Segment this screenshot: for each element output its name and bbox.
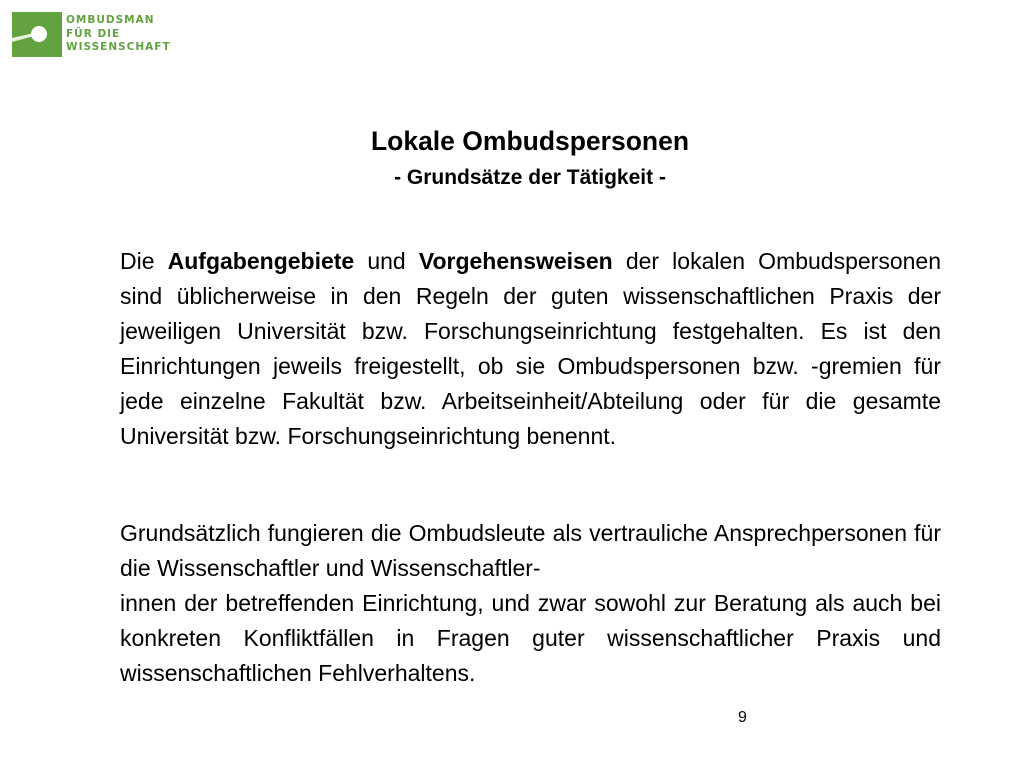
- slide-title: Lokale Ombudspersonen: [370, 126, 690, 156]
- paragraph-tasks-rest: der lokalen Ombudspersonen sind üblicherweise in den Regeln der guten wissenschaftlichen Praxis der jeweiligen Universität bzw. Forschungseinrichtung festgehalten. Es ist den Einrichtungen jeweils freigestellt, ob sie Ombudspersonen bzw. -gremien für jede einzelne Fakultät bzw. Arbeitseinheit/Abteilung oder für die gesamte Universität bzw. Forschungseinrichtung benennt.: [120, 248, 942, 449]
- term-vorgehensweisen: Vorgehensweisen: [418, 248, 613, 274]
- term-aufgabengebiete: Aufgabengebiete: [167, 248, 355, 274]
- logo-line-3: WISSENSCHAFT: [66, 41, 171, 53]
- slide-subtitle: - Grundsätze der Tätigkeit -: [394, 166, 666, 189]
- paragraph-role: [120, 516, 941, 691]
- page-number: 9: [738, 709, 747, 726]
- paragraph-tasks: [120, 244, 941, 454]
- paragraph-tasks-mid: und: [354, 248, 419, 274]
- ombudsman-logo: [12, 12, 171, 57]
- paragraph-role-part-2: innen der betreffenden Einrichtung, und zwar sowohl zur Beratung als auch bei konkreten Konfliktfällen in Fragen guter wissenschaftlicher Praxis und wissenschaftlichen Fehlverhaltens.: [120, 590, 941, 686]
- ombudsman-logo-icon: [12, 12, 62, 57]
- logo-line-1: OMBUDSMAN: [66, 14, 155, 26]
- logo-line-2: FÜR DIE: [66, 27, 121, 40]
- logo-wordmark: [66, 14, 171, 55]
- paragraph-tasks-lead: Die: [120, 248, 168, 274]
- paragraph-role-part-1: Grundsätzlich fungieren die Ombudsleute als vertrauliche Ansprechpersonen für die Wissenschaftler und Wissenschaftler-: [120, 520, 941, 581]
